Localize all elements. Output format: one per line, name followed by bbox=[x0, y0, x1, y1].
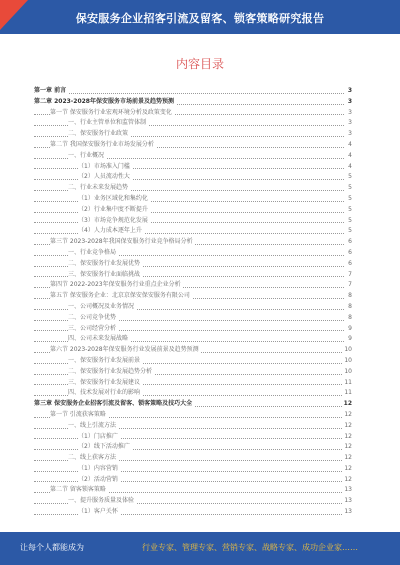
toc-entry[interactable] bbox=[34, 291, 352, 302]
toc-entry[interactable] bbox=[34, 270, 352, 281]
toc-page-number: 11 bbox=[342, 388, 352, 399]
toc-entry-label: 第一节 保安服务行业宏观环境分析及政策变化 bbox=[50, 108, 174, 119]
toc-entry[interactable] bbox=[34, 162, 352, 173]
toc-entry-label: 二、行业未来发展趋势 bbox=[68, 183, 130, 194]
toc-page-number: 12 bbox=[342, 399, 352, 410]
table-of-contents bbox=[34, 86, 352, 518]
toc-page-number: 5 bbox=[346, 216, 352, 227]
toc-entry-label: 二、保安服务行业发展优势 bbox=[68, 259, 142, 270]
footer-bar bbox=[0, 532, 400, 565]
toc-page-number: 12 bbox=[342, 453, 352, 464]
footer-roles: 行业专家、管理专家、营销专家、战略专家、成功企业家…… bbox=[142, 543, 358, 552]
toc-entry-label: （1）客户关怀 bbox=[78, 507, 120, 518]
toc-entry-label: （2）行业集中度不断提升 bbox=[78, 205, 150, 216]
toc-page-number: 8 bbox=[346, 313, 352, 324]
toc-entry[interactable] bbox=[34, 140, 352, 151]
toc-entry[interactable] bbox=[34, 313, 352, 324]
toc-entry[interactable] bbox=[34, 118, 352, 129]
toc-page-number: 8 bbox=[346, 291, 352, 302]
toc-entry[interactable] bbox=[34, 108, 352, 119]
toc-entry-label: （1）市场准入门槛 bbox=[78, 162, 132, 173]
toc-page-number: 10 bbox=[342, 356, 352, 367]
toc-page-number: 13 bbox=[342, 507, 352, 518]
toc-page-number: 9 bbox=[346, 334, 352, 345]
toc-page-number: 10 bbox=[342, 345, 352, 356]
report-title: 保安服务企业招客引流及留客、锁客策略研究报告 bbox=[75, 12, 325, 25]
toc-page-number: 5 bbox=[346, 226, 352, 237]
toc-page-number: 12 bbox=[342, 410, 352, 421]
toc-page-number: 4 bbox=[346, 140, 352, 151]
toc-entry-label: 第三章 保安服务企业招客引流及留客、锁客策略及技巧大全 bbox=[34, 399, 194, 410]
toc-dot-leader bbox=[34, 93, 344, 94]
toc-entry-label: 一、提升服务质量及体验 bbox=[68, 496, 136, 507]
toc-page-number: 5 bbox=[346, 183, 352, 194]
toc-page-number: 6 bbox=[346, 259, 352, 270]
toc-entry[interactable] bbox=[34, 475, 352, 486]
toc-entry[interactable] bbox=[34, 453, 352, 464]
toc-page-number: 12 bbox=[342, 432, 352, 443]
toc-heading: 内容目录 bbox=[175, 57, 224, 71]
toc-page-number: 11 bbox=[342, 378, 352, 389]
toc-entry[interactable] bbox=[34, 205, 352, 216]
toc-entry[interactable] bbox=[34, 334, 352, 345]
toc-entry-label: （1）门店推广 bbox=[78, 432, 120, 443]
toc-page-number: 5 bbox=[346, 172, 352, 183]
toc-entry[interactable] bbox=[34, 216, 352, 227]
toc-entry[interactable] bbox=[34, 226, 352, 237]
toc-entry-label: 三、公司经营分析 bbox=[68, 324, 118, 335]
toc-entry[interactable] bbox=[34, 237, 352, 248]
toc-page-number: 13 bbox=[342, 496, 352, 507]
toc-entry-label: 第一章 前言 bbox=[34, 86, 68, 97]
toc-entry[interactable] bbox=[34, 194, 352, 205]
toc-entry-label: （1）内容营销 bbox=[78, 464, 120, 475]
toc-entry-label: 三、保安服务行业发展建议 bbox=[68, 378, 142, 389]
toc-entry[interactable] bbox=[34, 410, 352, 421]
toc-entry-label: 第二节 我国保安服务行业市场发展分析 bbox=[50, 140, 156, 151]
toc-entry[interactable] bbox=[34, 356, 352, 367]
toc-page-number: 5 bbox=[346, 205, 352, 216]
toc-entry[interactable] bbox=[34, 345, 352, 356]
toc-page-number: 4 bbox=[346, 162, 352, 173]
toc-page-number: 6 bbox=[346, 248, 352, 259]
toc-entry-label: （2）人员流动性大 bbox=[78, 172, 132, 183]
toc-entry-label: （2）线下活动推广 bbox=[78, 442, 132, 453]
toc-page-number: 6 bbox=[346, 237, 352, 248]
toc-page-number: 5 bbox=[346, 194, 352, 205]
toc-entry[interactable] bbox=[34, 151, 352, 162]
toc-entry[interactable] bbox=[34, 421, 352, 432]
toc-entry-label: 四、公司未来发展战略 bbox=[68, 334, 130, 345]
toc-entry[interactable] bbox=[34, 324, 352, 335]
toc-page-number: 3 bbox=[346, 97, 352, 108]
toc-entry-label: 第一节 引流获客策略 bbox=[50, 410, 108, 421]
toc-entry-label: 一、行业竞争格局 bbox=[68, 248, 118, 259]
toc-entry[interactable] bbox=[34, 367, 352, 378]
toc-entry[interactable] bbox=[34, 378, 352, 389]
toc-entry-label: （4）人力成本逐年上升 bbox=[78, 226, 144, 237]
toc-page-number: 9 bbox=[346, 324, 352, 335]
toc-entry[interactable] bbox=[34, 172, 352, 183]
toc-entry-label: 四、技术发展对行业的影响 bbox=[68, 388, 142, 399]
toc-entry[interactable] bbox=[34, 496, 352, 507]
toc-page-number: 12 bbox=[342, 475, 352, 486]
toc-entry-label: 二、公司竞争优势 bbox=[68, 313, 118, 324]
toc-entry-label: （3）市场竞争规范化发展 bbox=[78, 216, 150, 227]
toc-entry-label: 第五节 保安服务企业：北京京保安保安服务有限公司 bbox=[50, 291, 192, 302]
toc-entry[interactable] bbox=[34, 432, 352, 443]
toc-entry[interactable] bbox=[34, 248, 352, 259]
toc-entry[interactable] bbox=[34, 302, 352, 313]
toc-entry[interactable] bbox=[34, 183, 352, 194]
toc-entry-label: 一、线上引流方法 bbox=[68, 421, 118, 432]
toc-page-number: 3 bbox=[346, 108, 352, 119]
toc-entry-label: 第四节 2022-2023年保安服务行业重点企业分析 bbox=[50, 280, 183, 291]
toc-entry[interactable] bbox=[34, 86, 352, 97]
toc-entry-label: 一、公司概况及业务情况 bbox=[68, 302, 136, 313]
toc-entry-label: 第二节 留客锁客策略 bbox=[50, 485, 108, 496]
toc-page-number: 8 bbox=[346, 302, 352, 313]
toc-page-number: 4 bbox=[346, 151, 352, 162]
toc-entry-label: 一、行业主管单位和监管体制 bbox=[68, 118, 148, 129]
toc-entry-label: （2）活动营销 bbox=[78, 475, 120, 486]
toc-entry-label: 二、线上获客方法 bbox=[68, 453, 118, 464]
toc-entry-label: 二、保安服务行业政策 bbox=[68, 129, 130, 140]
toc-entry-label: （1）业务区域化和集约化 bbox=[78, 194, 150, 205]
toc-entry[interactable] bbox=[34, 280, 352, 291]
toc-entry[interactable] bbox=[34, 259, 352, 270]
toc-page-number: 3 bbox=[346, 118, 352, 129]
report-header-bar bbox=[0, 0, 400, 34]
toc-page-number: 7 bbox=[346, 270, 352, 281]
toc-page-number: 10 bbox=[342, 367, 352, 378]
toc-page-number: 3 bbox=[346, 86, 352, 97]
toc-entry-label: 一、行业概况 bbox=[68, 151, 106, 162]
toc-entry[interactable] bbox=[34, 485, 352, 496]
footer-slogan: 让每个人都能成为 bbox=[20, 543, 84, 552]
toc-page-number: 12 bbox=[342, 464, 352, 475]
toc-entry-label: 一、保安服务行业发展前景 bbox=[68, 356, 142, 367]
toc-entry-label: 二、保安服务行业发展趋势分析 bbox=[68, 367, 154, 378]
toc-page-number: 3 bbox=[346, 129, 352, 140]
toc-page-number: 13 bbox=[342, 485, 352, 496]
toc-page-number: 7 bbox=[346, 280, 352, 291]
toc-entry[interactable] bbox=[34, 507, 352, 518]
toc-entry[interactable] bbox=[34, 442, 352, 453]
toc-entry-label: 第二章 2023-2028年保安服务市场前景及趋势预测 bbox=[34, 97, 176, 108]
toc-entry[interactable] bbox=[34, 399, 352, 410]
toc-entry[interactable] bbox=[34, 97, 352, 108]
toc-entry[interactable] bbox=[34, 464, 352, 475]
toc-entry-label: 第六节 2023-2028年保安服务行业发展前景及趋势预测 bbox=[50, 345, 201, 356]
toc-page-number: 12 bbox=[342, 442, 352, 453]
toc-page-number: 12 bbox=[342, 421, 352, 432]
toc-entry[interactable] bbox=[34, 388, 352, 399]
toc-entry-label: 三、保安服务行业面临挑战 bbox=[68, 270, 142, 281]
toc-entry[interactable] bbox=[34, 129, 352, 140]
toc-entry-label: 第三节 2023-2028年我国保安服务行业竞争格局分析 bbox=[50, 237, 195, 248]
